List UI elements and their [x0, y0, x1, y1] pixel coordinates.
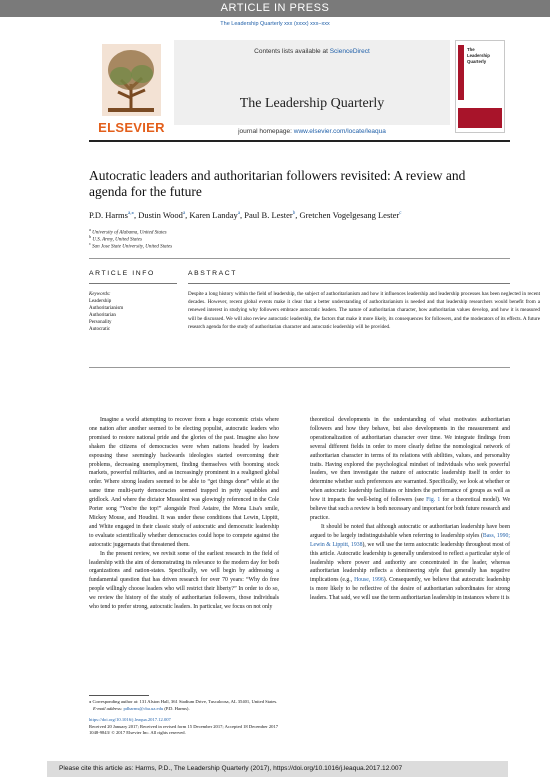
author-name[interactable]: Karen Landay [189, 210, 238, 220]
affil-text: San Jose State University, United States [92, 244, 173, 250]
text-run: for a theoretical model). We believe that such a review is both necessary and important for both future research and practice. [310, 497, 511, 521]
homepage-link[interactable]: www.elsevier.com/locate/leaqua [293, 128, 386, 135]
citation-link[interactable]: Bass, 1990; Lewin & Lippitt, 1938 [310, 532, 510, 548]
affil-text: U.S. Army, United States [92, 237, 142, 243]
author-affil-marker[interactable]: b [292, 211, 296, 217]
received-dates: Received 20 January 2017; Received in revised form 15 December 2017; Accepted 18 December 2017 [89, 723, 279, 729]
divider [89, 283, 177, 284]
text-run: theoretical developments in the understanding of what motivates authoritarian followers and how they behave, but also developments in the measurement and operationalization of authoritarian character over time. We integrate findings from several different fields in order to more clearly define the nomological network of authoritarian character in terms of its relations with abilities, values, and personality traits. Having explored the psychological mindset of individuals who seek powerful leaders, we then investigate the nature of autocratic leadership itself in order to determine whether such preferences are warranted. Specifically, we look at whether or when autocratic leadership facilitates or hinders the performance of groups as well as how it impacts the well-being of followers (see [310, 417, 510, 504]
keyword: Authoritarianism [89, 306, 124, 311]
text-run: ). Consequently, we believe that autocratic leadership is more likely to be reflective of the desire of authoritarian subordinates for strong leaders. That said, we will use the term authoritarian leadership in instances where it is [310, 577, 510, 602]
author-affil-marker[interactable]: a [237, 211, 241, 217]
footnote-rule [89, 695, 149, 696]
keyword: Authoritarian [89, 313, 116, 318]
email-line [89, 706, 489, 713]
author-name[interactable]: P.D. Harms [89, 210, 128, 220]
corresponding-author-note: ⁎ Corresponding author at: 131 Alston Hall, 361 Stadium Drive, Tuscaloosa, AL 35401, United States. [89, 699, 278, 704]
keyword: Autocratic [89, 327, 111, 332]
body-paragraph [310, 523, 510, 603]
homepage-prefix: journal homepage: [238, 128, 292, 135]
author-affil-marker[interactable]: a,⁎ [127, 211, 134, 217]
divider [188, 283, 510, 284]
body-paragraph [310, 416, 510, 523]
body-column-left [89, 416, 279, 612]
email-suffix: (P.D. Harms). [164, 705, 190, 711]
article-info-heading: ARTICLE INFO [89, 270, 155, 277]
email-link[interactable]: pdharms@cba.ua.edu [123, 705, 164, 711]
citation-bar [47, 761, 508, 777]
affil-marker: c [89, 241, 91, 246]
contents-line [174, 48, 450, 55]
abstract-text: Despite a long history within the field of leadership, the subject of authoritarianism and how it influences leadership and leadership processes has been neglected in recent decades. However, recent global events make it clear that a better understanding of authoritarianism is needed and that leadership researchers would benefit from a renewed interest in studying why followers embrace autocratic leaders. The nature of authoritarian character, how authoritarian values develop, and how it is measured will be discussed. We will also review autocratic leadership, the factors that make it more likely, its consequences for followers, and the moderators of its effects. A future research agenda for the study of authoritarian character and autocratic leadership will be provided. [188, 291, 540, 330]
figure-link[interactable]: Fig. 1 [426, 497, 441, 504]
keyword: Personality [89, 320, 112, 325]
citation-text[interactable]: Please cite this article as: Harms, P.D., The Leadership Quarterly (2017), https://doi.org/10.1016/j.leaqua.2017.12.007 [59, 765, 403, 772]
divider [89, 367, 510, 368]
affil-text: University of Alabama, United States [92, 230, 167, 236]
journal-homepage [174, 128, 450, 135]
divider [89, 258, 510, 259]
keyword: Leadership [89, 299, 112, 304]
cover-line: Quarterly [467, 59, 487, 64]
doi-link[interactable]: https://doi.org/10.1016/j.leaqua.2017.12.007 [89, 717, 171, 723]
keywords-label: Keywords: [89, 292, 111, 297]
journal-reference[interactable]: The Leadership Quarterly xxx (xxxx) xxx–xxx [220, 21, 330, 27]
affil-marker: b [89, 234, 92, 239]
author-name[interactable]: Gretchen Vogelgesang Lester [299, 210, 400, 220]
author-list: P.D. Harms$^{a,⁎}$, Dustin Wood$^a$, Karen Landay$^a$, Paul B. Lester$^b$, Gretchen Vogelgesang Lester$^c$ [89, 210, 402, 220]
abstract-heading: ABSTRACT [188, 270, 238, 277]
email-label: E-mail address: [93, 705, 123, 711]
article-title: Autocratic leaders and authoritarian followers revisited: A review and agenda for the future [89, 168, 466, 199]
cover-line: Leadership [467, 53, 490, 58]
footnote [89, 699, 489, 737]
affiliation [89, 241, 172, 250]
article-in-press-banner: ARTICLE IN PRESS [0, 0, 550, 17]
elsevier-tree-icon [94, 40, 169, 120]
cover-line: The [467, 47, 475, 52]
text-run: ), we will use the term autocratic leadership throughout most of this article. Autocratic leadership is generally understood to reflect a particular style of leadership where power and authority are concentrated in the leader, whereas authoritarian leadership reflects a domineering style that generally has negative implications (e.g., [310, 541, 510, 584]
journal-cover-thumbnail [455, 40, 505, 133]
publisher-name: ELSEVIER [98, 120, 165, 135]
elsevier-logo [94, 40, 169, 132]
body-paragraph: In the present review, we revisit some of the earliest research in the field of leadership with the aim of demonstrating its relevance to the modern day for both organizations and nation-states. Specifically, we will begin by addressing a fundamental question that has driven research for over 70 years: “Why do free people willingly choose leaders who will restrict their liberty?” In order to do so, we review the history of the study of authoritarian followers, those individuals who tend to prefer strong, autocratic leaders. In particular, we focus on not only [89, 550, 279, 611]
masthead-rule [89, 140, 510, 142]
author-name[interactable]: Paul B. Lester [244, 210, 293, 220]
copyright: 1048-9843/ © 2017 Elsevier Inc. All rights reserved. [89, 730, 186, 736]
contents-prefix: Contents lists available at [254, 48, 328, 55]
citation-link[interactable]: House, 1996 [354, 577, 384, 584]
journal-title: The Leadership Quarterly [239, 96, 385, 111]
author-affil-marker[interactable]: c [399, 211, 402, 217]
sciencedirect-link[interactable]: ScienceDirect [329, 48, 370, 55]
affil-marker: a [89, 227, 91, 232]
text-run: It should be noted that although autocratic or authoritarian leadership have been argued to be largely indistinguishable when referring to leadership styles ( [310, 523, 510, 539]
body-column-right [310, 416, 510, 603]
author-affil-marker[interactable]: a [182, 211, 186, 217]
author-name[interactable]: Dustin Wood [138, 210, 183, 220]
body-paragraph: Imagine a world attempting to recover from a huge economic crisis where one nation after another seemed to be electing populist, autocratic leaders who promised to restore national pride and the glories of the past. Imagine also how shaken the citizens of democracies were when nations headed by leaders espousing these seemingly backwards ideologies started overcoming their problems, decreasing unemployment, finding themselves with booming stock markets, powerful militaries, and as increasingly prominent in a realigned global order. Where strong leaders seemed to be able to “get things done” while at the same time multi-party democracies seemed trapped in petty squabbles and gridlock. And where the dictator Mussolini was glowingly referenced in the Cole Porter song “You're the top!” alongside Fred Astaire, the Mona Lisa's smile, Mickey Mouse, and Houdini. It was under these conditions that Lewin, Lippitt, and White engaged in their classic study of autocratic and democratic leadership to evaluate scientifically whether democracies could hope to compete against the autocratic juggernauts that threatened them. [89, 417, 279, 548]
